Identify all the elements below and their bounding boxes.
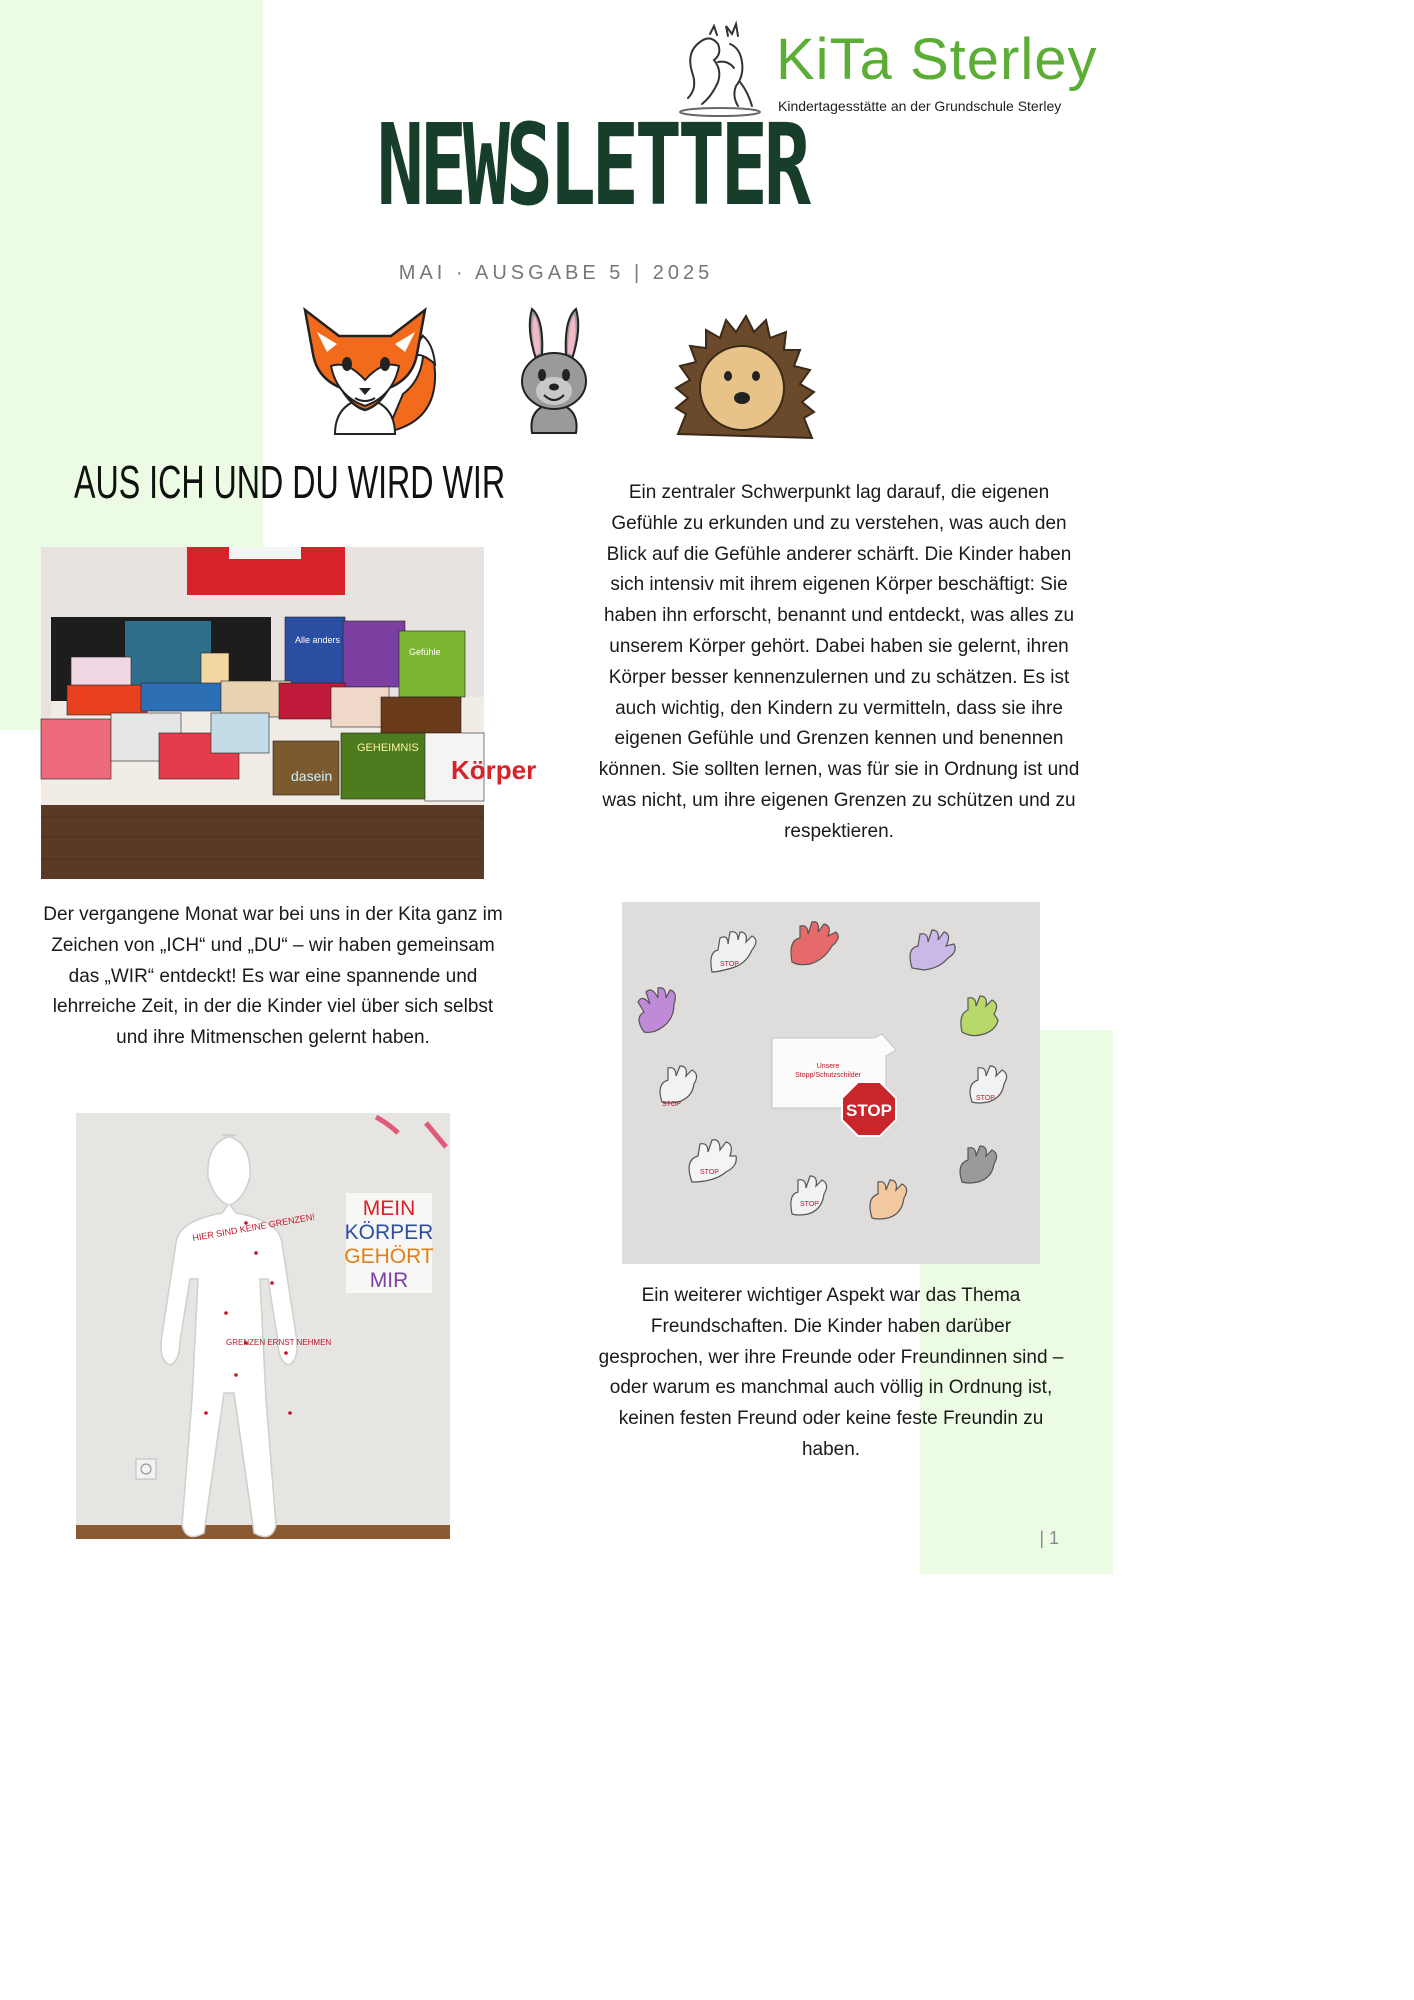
poster-sign-line: KÖRPER: [344, 1221, 434, 1244]
issue-line: MAI · AUSGABE 5 | 2025: [398, 262, 714, 284]
photo-body-poster: [76, 1113, 450, 1539]
book-title: Gefühle: [409, 647, 441, 657]
section-heading: AUS ICH UND DU WIRD WIR: [74, 456, 506, 508]
page-number: | 1: [1039, 1528, 1059, 1548]
friendship-paragraph: Ein weiterer wichtiger Aspekt war das Thema Freundschaften. Die Kinder haben darüber gesprochen, wer ihre Freunde oder Freundinnen sind – oder warum es manchmal auch völlig in Ordnung ist, keinen festen Freund oder keine feste Freundin zu haben.: [598, 1285, 1064, 1460]
stop-card-line: Unsere: [816, 1063, 840, 1070]
hedgehog-icon: [672, 302, 812, 434]
newsletter-title: NEWSLETTER: [376, 101, 807, 231]
hand-label: STOP: [976, 1095, 995, 1102]
hedgehog-mascot: [672, 302, 812, 434]
book-title: Alle anders: [295, 635, 341, 645]
feelings-paragraph: Ein zentraler Schwerpunkt lag darauf, die eigenen Gefühle zu erkunden und zu verstehen, was auch den Blick auf die Gefühle anderer schärft. Die Kinder haben sich intensiv mit ihrem eigenen Körper beschäftigt: Sie haben ihn erforscht, benannt und entdeckt, was alles zu unserem Körper gehört. Dabei haben sie gelernt, ihren Körper besser kennenzulernen und zu schätzen. Es ist auch wichtig, den Kindern zu vermitteln, dass sie ihre eigenen Gefühle und Grenzen kennen und benennen können. Sie sollten lernen, was für sie in Ordnung ist und was nicht, um ihre eigenen Grenzen zu schützen und zu respektieren.: [598, 482, 1080, 842]
poster-note: GRENZEN ERNST NEHMEN: [226, 1338, 332, 1347]
hand-label: STOP: [662, 1101, 681, 1108]
hand-label: STOP: [720, 961, 739, 968]
fox-icon: [295, 302, 445, 434]
poster-sign-line: GEHÖRT: [344, 1245, 434, 1268]
fox-mascot: [295, 302, 445, 434]
photo-stop-hands: [622, 902, 1040, 1264]
intro-paragraph: Der vergangene Monat war bei uns in der Kita ganz im Zeichen von „ICH“ und „DU“ – wir haben gemeinsam das „WIR“ entdeckt! Es war eine spannende und lehrreiche Zeit, in der die Kinder viel über sich selbst und ihre Mitmenschen gelernt haben.: [43, 904, 503, 1049]
poster-sign-line: MIR: [369, 1269, 409, 1292]
rabbit-icon: [514, 305, 594, 433]
rabbit-mascot: [514, 305, 594, 433]
book-title: Körper: [451, 755, 537, 785]
book-title: dasein: [291, 768, 333, 784]
hand-label: STOP: [800, 1201, 819, 1208]
stop-card-line: Stopp/Schutzschilder: [795, 1072, 861, 1079]
photo-books-table: [41, 547, 537, 879]
book-title: GEHEIMNIS: [357, 742, 419, 754]
poster-sign-line: MEIN: [362, 1197, 416, 1220]
stop-sign-text: STOP: [846, 1101, 892, 1120]
brand-subtitle: Kindertagesstätte an der Grundschule Sterley: [778, 98, 1062, 114]
hand-label: STOP: [700, 1169, 719, 1176]
brand-name: KiTa Sterley: [776, 27, 1098, 92]
poster-note: HIER SIND KEINE GRENZEN!: [191, 1211, 316, 1244]
